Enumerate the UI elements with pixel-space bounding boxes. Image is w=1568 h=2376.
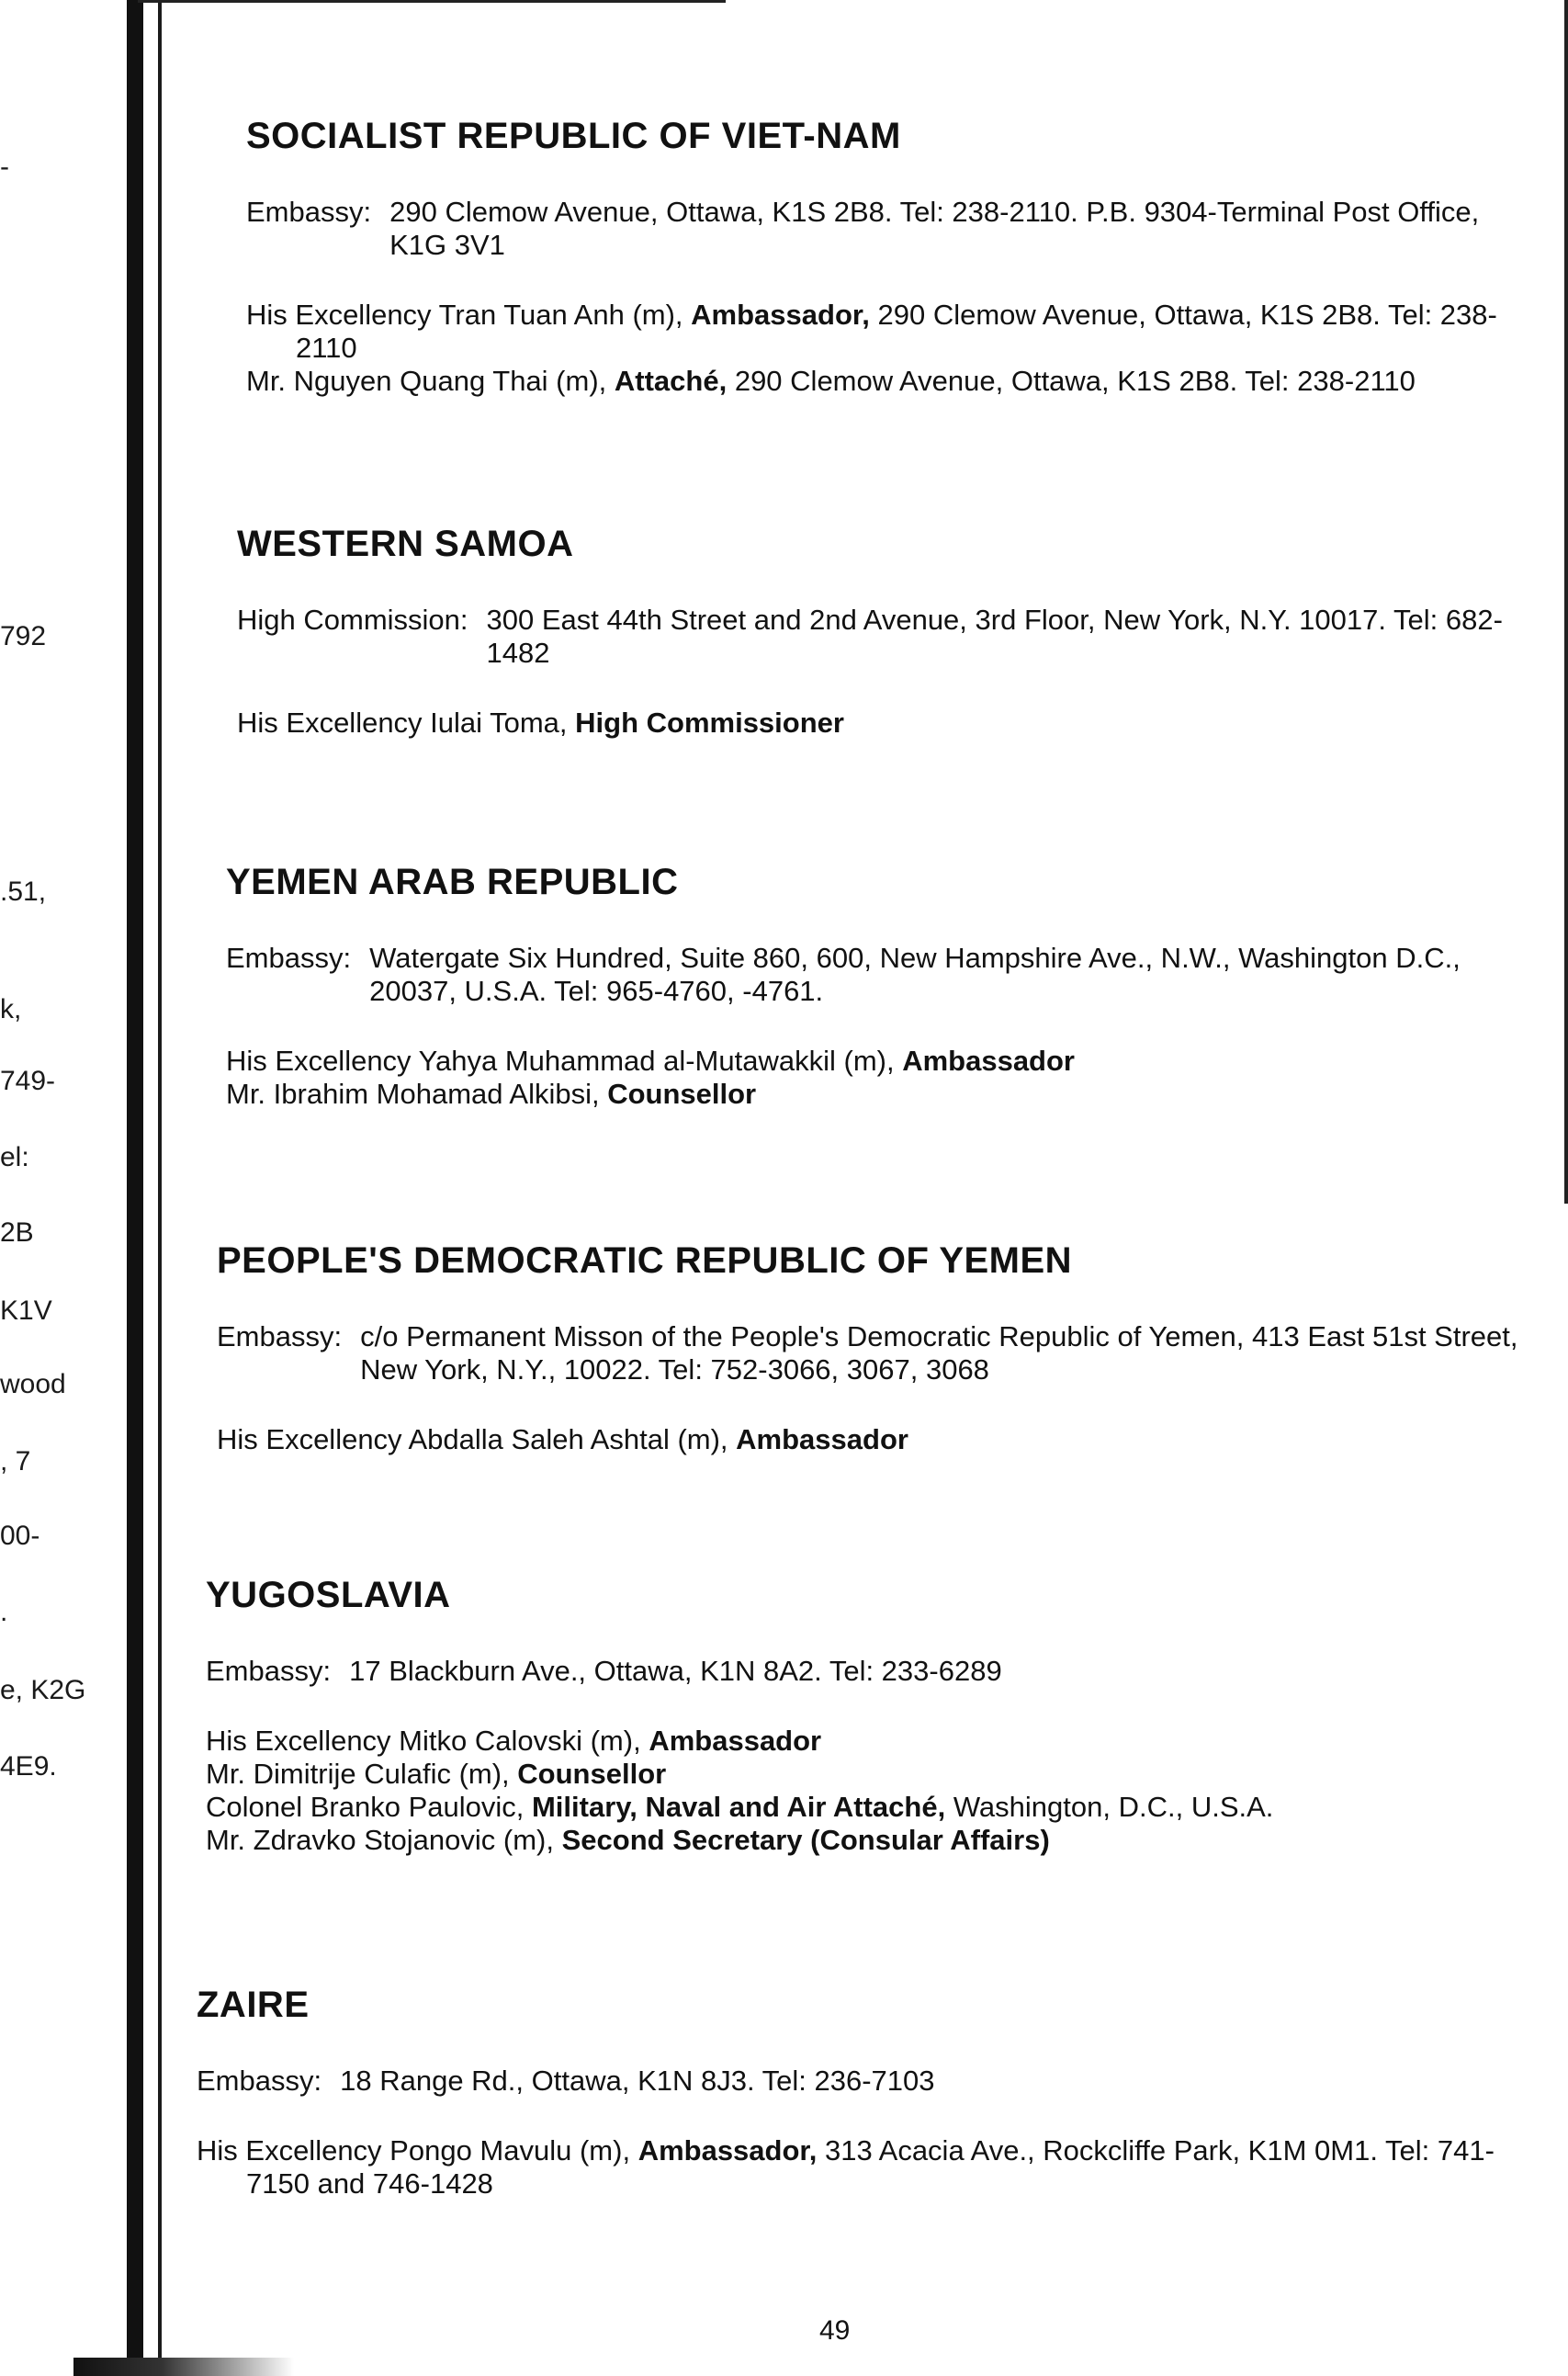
person-name: Mr. Dimitrije Culafic (m), <box>206 1758 510 1790</box>
right-edge-rule <box>1564 0 1568 1204</box>
top-edge-rule <box>138 0 726 3</box>
country-section <box>217 1240 1530 1456</box>
person-name: His Excellency Yahya Muhammad al-Mutawakkil (m), <box>226 1045 895 1077</box>
adjacent-page-fragment: 00- <box>0 1521 40 1551</box>
country-section <box>226 862 1530 1111</box>
country-section <box>237 524 1532 740</box>
person-title: Counsellor <box>517 1758 667 1790</box>
adjacent-page-fragment: 4E9. <box>0 1751 57 1782</box>
person-name: Mr. Nguyen Quang Thai (m), <box>246 365 607 397</box>
adjacent-page-fragment: K1V <box>0 1295 52 1326</box>
adjacent-page-fragment: k, <box>0 994 22 1024</box>
person-title: Ambassador <box>649 1725 822 1757</box>
person-title: Ambassador <box>902 1045 1075 1077</box>
page-binding <box>127 0 143 2376</box>
address-text: 17 Blackburn Ave., Ottawa, K1N 8A2. Tel: 233-6289 <box>349 1655 1002 1687</box>
person-name: His Excellency Tran Tuan Anh (m), <box>246 299 683 331</box>
adjacent-page-fragment: , 7 <box>0 1446 31 1477</box>
adjacent-page-fragment: - <box>0 152 9 182</box>
person-entry <box>226 1045 1530 1078</box>
person-entry <box>217 1423 1530 1456</box>
person-details: 313 Acacia Ave., Rockcliffe Park, K1M 0M1. Tel: 741-7150 and 746-1428 <box>246 2134 1495 2200</box>
embassy-address <box>217 1320 1530 1386</box>
country-heading: WESTERN SAMOA <box>237 524 574 564</box>
person-name: His Excellency Abdalla Saleh Ashtal (m), <box>217 1423 728 1455</box>
embassy-address <box>206 1655 1529 1688</box>
person-title: Ambassador, <box>637 2134 818 2167</box>
person-title: Ambassador, <box>691 299 870 331</box>
address-text: 18 Range Rd., Ottawa, K1N 8J3. Tel: 236-7103 <box>340 2065 935 2097</box>
adjacent-page-fragment: 2B <box>0 1217 34 1248</box>
person-details: Washington, D.C., U.S.A. <box>953 1791 1274 1823</box>
address-text: Watergate Six Hundred, Suite 860, 600, New Hampshire Ave., N.W., Washington D.C., 20037, U.S.A. Tel: 965-4760, -4761. <box>369 942 1461 1007</box>
person-title: Ambassador <box>736 1423 908 1455</box>
person-name: His Excellency Pongo Mavulu (m), <box>197 2134 631 2167</box>
person-details: 290 Clemow Avenue, Ottawa, K1S 2B8. Tel: 238-2110 <box>296 299 1497 364</box>
person-name: Mr. Zdravko Stojanovic (m), <box>206 1824 554 1856</box>
address-text: c/o Permanent Misson of the People's Democratic Republic of Yemen, 413 East 51st Street, New York, N.Y., 10022. Tel: 752-3066, 3067, 3068 <box>360 1320 1518 1386</box>
person-entry <box>226 1078 1530 1111</box>
person-entry <box>206 1725 1529 1758</box>
adjacent-page-fragment: e, K2G <box>0 1675 86 1705</box>
person-name: Colonel Branko Paulovic, <box>206 1791 525 1823</box>
country-heading: SOCIALIST REPUBLIC OF VIET-NAM <box>246 116 901 156</box>
address-label: Embassy: <box>246 196 372 228</box>
country-section <box>246 116 1532 398</box>
person-name: Mr. Ibrahim Mohamad Alkibsi, <box>226 1078 600 1110</box>
high-commission-address <box>237 604 1532 670</box>
person-title: Counsellor <box>607 1078 757 1110</box>
embassy-address <box>197 2065 1529 2098</box>
binding-smudge <box>73 2358 294 2376</box>
address-label: Embassy: <box>197 2065 322 2097</box>
address-text: 290 Clemow Avenue, Ottawa, K1S 2B8. Tel: 238-2110. P.B. 9304-Terminal Post Office, K1G 3V1 <box>389 196 1480 261</box>
person-name: His Excellency Mitko Calovski (m), <box>206 1725 641 1757</box>
person-title: Military, Naval and Air Attaché, <box>531 1791 946 1823</box>
person-name: His Excellency Iulai Toma, <box>237 707 568 739</box>
person-entry <box>206 1824 1529 1857</box>
country-heading: YUGOSLAVIA <box>206 1575 451 1615</box>
person-entry <box>246 365 1532 398</box>
adjacent-page-fragment: . <box>0 1597 8 1627</box>
page-number: 49 <box>819 2315 851 2346</box>
person-entry <box>197 2134 1529 2201</box>
adjacent-page-fragment: el: <box>0 1142 29 1172</box>
country-heading: ZAIRE <box>197 1985 310 2025</box>
person-entry <box>206 1791 1529 1824</box>
adjacent-page-fragment: 749- <box>0 1066 56 1096</box>
adjacent-page-fragment: 792 <box>0 621 47 651</box>
person-title: Second Secretary (Consular Affairs) <box>561 1824 1050 1856</box>
address-label: Embassy: <box>226 942 352 974</box>
embassy-address <box>226 942 1530 1008</box>
adjacent-page-fragment: wood <box>0 1369 66 1399</box>
address-label: High Commission: <box>237 604 468 636</box>
address-label: Embassy: <box>217 1320 343 1352</box>
country-section <box>206 1575 1529 1857</box>
person-details: 290 Clemow Avenue, Ottawa, K1S 2B8. Tel: 238-2110 <box>734 365 1416 397</box>
country-section <box>197 1985 1529 2201</box>
address-label: Embassy: <box>206 1655 332 1687</box>
address-text: 300 East 44th Street and 2nd Avenue, 3rd Floor, New York, N.Y. 10017. Tel: 682-1482 <box>486 604 1503 669</box>
person-title: Attaché, <box>614 365 728 397</box>
person-entry <box>237 707 1532 740</box>
person-title: High Commissioner <box>575 707 844 739</box>
person-entry <box>206 1758 1529 1791</box>
adjacent-page-strip <box>0 0 129 2376</box>
person-entry <box>246 299 1532 365</box>
embassy-address <box>246 196 1532 262</box>
country-heading: YEMEN ARAB REPUBLIC <box>226 862 679 902</box>
country-heading: PEOPLE'S DEMOCRATIC REPUBLIC OF YEMEN <box>217 1240 1073 1281</box>
page-margin-rule <box>158 0 162 2376</box>
adjacent-page-fragment: .51, <box>0 877 47 907</box>
